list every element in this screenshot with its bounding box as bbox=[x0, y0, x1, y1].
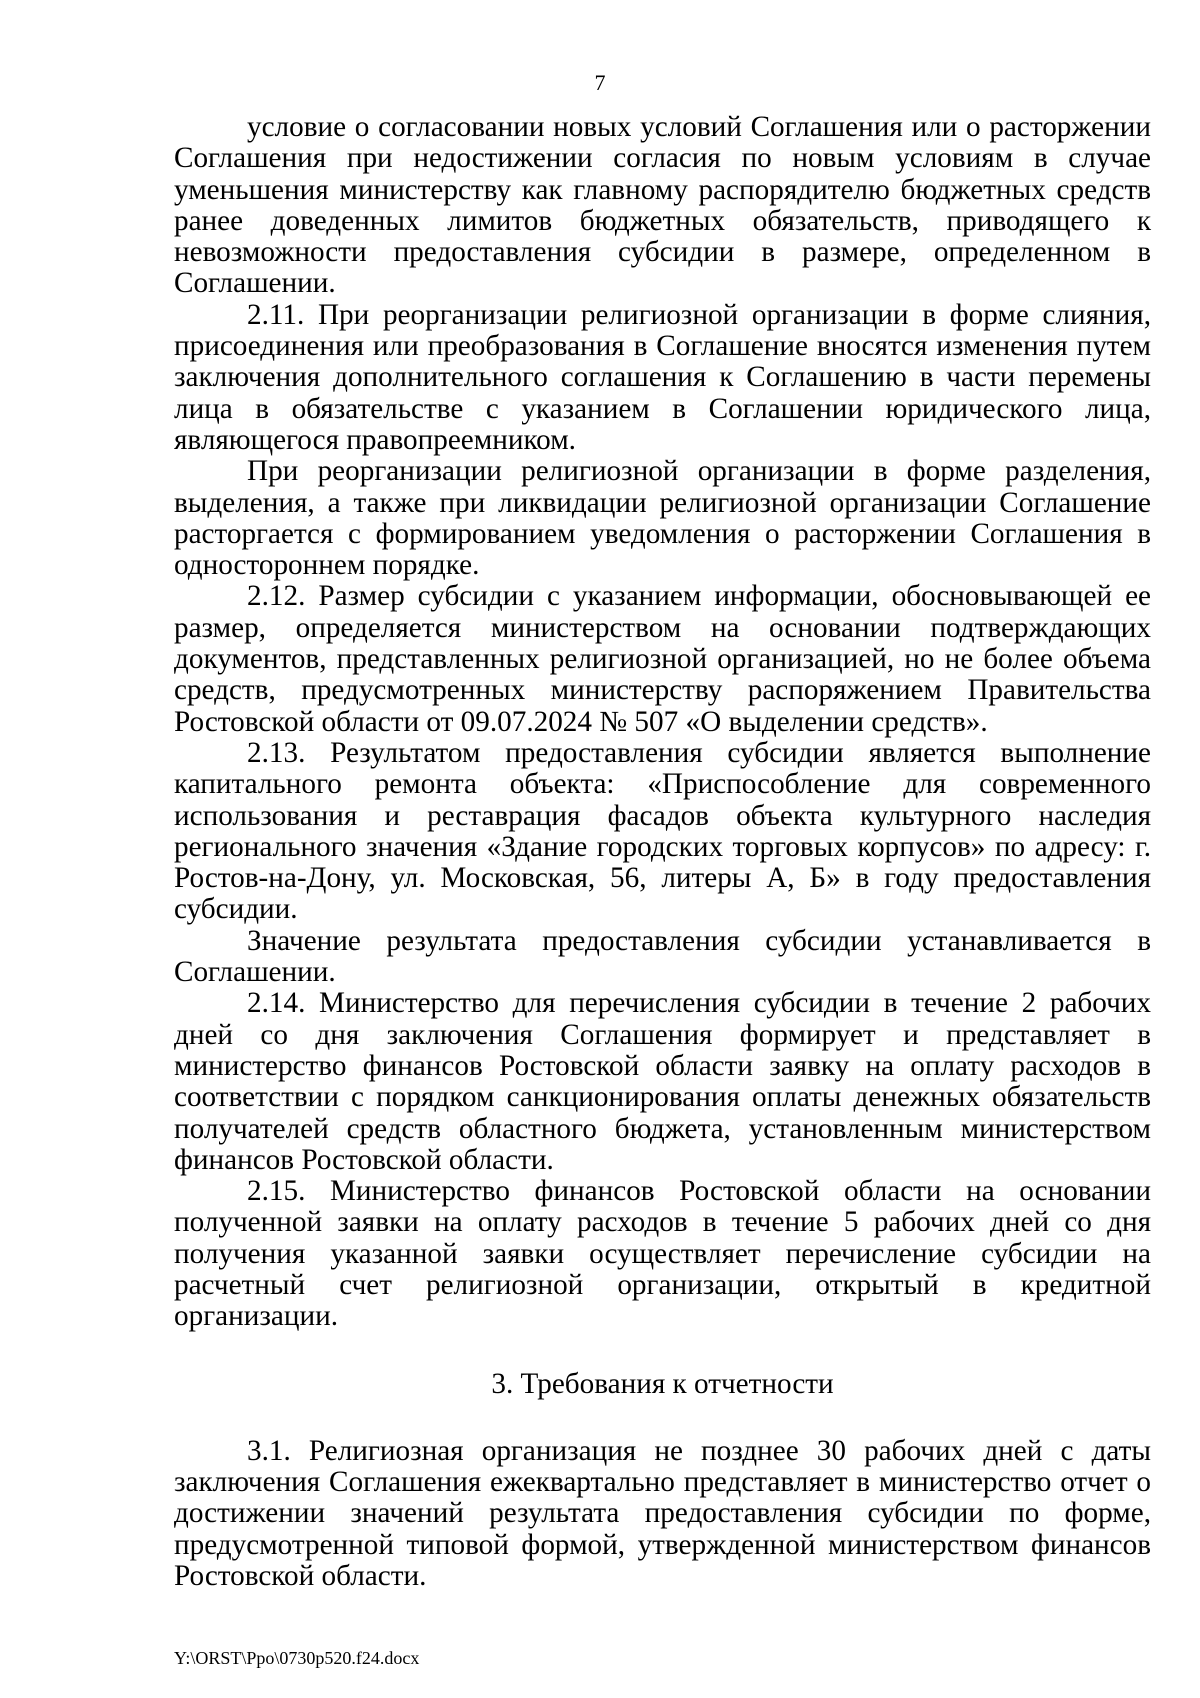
paragraph-2-11: 2.11. При реорганизации религиозной организации в форме слияния, присоединения или преобразования в Соглашение вносятся изменения путем заключения дополнительного соглашения к Соглашению в части перемены лица в обязательстве с указанием в Соглашении юридического лица, являющегося правопреемником. bbox=[174, 298, 1151, 456]
paragraph-2-15: 2.15. Министерство финансов Ростовской области на основании полученной заявки на оплату расходов в течение 5 рабочих дней со дня получения указанной заявки осуществляет перечисление субсидии на расчетный счет религиозной организации, открытый в кредитной организации. bbox=[174, 1175, 1151, 1333]
paragraph-3-1: 3.1. Религиозная организация не позднее 30 рабочих дней с даты заключения Соглашения ежеквартально представляет в министерство отчет о достижении значений результата предоставления субсидии по форме, предусмотренной типовой формой, утвержденной министерством финансов Ростовской области. bbox=[174, 1434, 1151, 1593]
paragraph-agreement-termination-condition: условие о согласовании новых условий Соглашения или о расторжении Соглашения при недостижении согласия по новым условиям в случае уменьшения министерству как главному распорядителю бюджетных средств ранее доведенных лимитов бюджетных обязательств, приводящего к невозможности предоставления субсидии в размере, определенном в Соглашении. bbox=[174, 111, 1151, 300]
section-heading: 3. Требования к отчетности bbox=[491, 1367, 834, 1400]
paragraph-2-11-continued: При реорганизации религиозной организации в форме разделения, выделения, а также при ликвидации религиозной организации Соглашение расторгается с формированием уведомления о расторжении Соглашения в одностороннем порядке. bbox=[174, 455, 1151, 582]
footer-file-path: Y:\ORST\Ppo\0730p520.f24.docx bbox=[174, 1648, 420, 1668]
paragraph-2-12: 2.12. Размер субсидии с указанием информации, обосновывающей ее размер, определяется министерством на основании подтверждающих документов, представленных религиозной организацией, но не более объема средств, предусмотренных министерству распоряжением Правительства Ростовской области от 09.07.2024 № 507 «О выделении средств». bbox=[174, 580, 1151, 738]
paragraph-2-13-continued: Значение результата предоставления субсидии устанавливается в Соглашении. bbox=[174, 924, 1151, 989]
page-number: 7 bbox=[594, 70, 606, 95]
paragraph-2-14: 2.14. Министерство для перечисления субсидии в течение 2 рабочих дней со дня заключения Соглашения формирует и представляет в министерство финансов Ростовской области заявку на оплату расходов в соответствии с порядком санкционирования оплаты денежных обязательств получателей средств областного бюджета, установленным министерством финансов Ростовской области. bbox=[174, 987, 1151, 1176]
paragraph-2-13: 2.13. Результатом предоставления субсидии является выполнение капитального ремонта объекта: «Приспособление для современного использования и реставрация фасадов объекта культурного наследия регионального значения «Здание городских торговых корпусов» по адресу: г. Ростов-на-Дону, ул. Московская, 56, литеры А, Б» в году предоставления субсидии. bbox=[174, 736, 1151, 926]
document-body bbox=[174, 112, 1151, 1592]
